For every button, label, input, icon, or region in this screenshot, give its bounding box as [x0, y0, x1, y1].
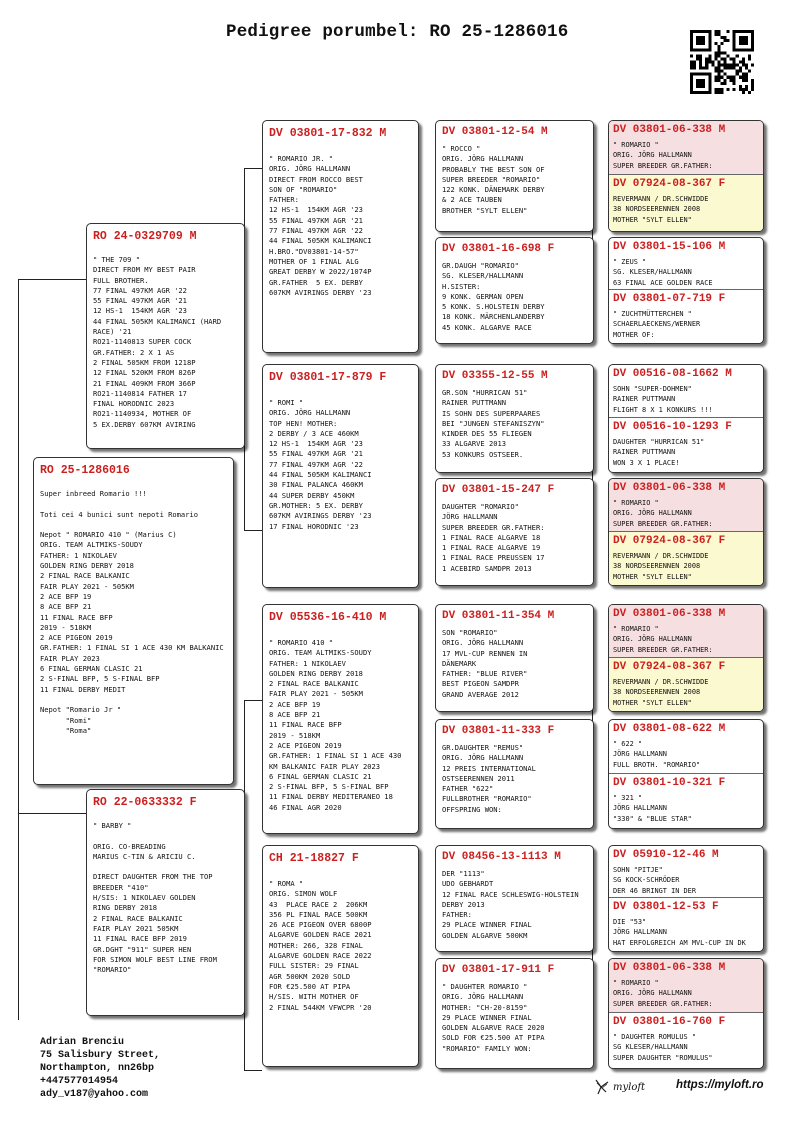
notes: " ROMARIO " ORIG. JÖRG HALLMANN SUPER BREEDER GR.FATHER: — [613, 141, 713, 170]
notes: " DAUGHTER ROMARIO " ORIG. JÖRG HALLMANN MOTHER: "CH-20-8159" 29 PLACE WINNER FINAL GOLDEN ALGARVE RACE 2020 SOLD FOR €25.500 AT PIPA "ROMARIO" FAMILY WON: — [442, 982, 545, 1053]
grandparent-ring-number: DV 05536-16-410 M — [269, 611, 387, 624]
great-grandparent-card[interactable] — [435, 958, 594, 1069]
contact-block — [40, 1036, 160, 1101]
great-great-grandparent-pair-card[interactable] — [608, 478, 764, 586]
connector-line — [244, 168, 262, 169]
grandparent-notes: " ROMARIO JR. " ORIG. JÖRG HALLMANN DIRECT FROM ROCCO BEST SON OF "ROMARIO" FATHER: 12 HS-1 154KM AGR '23 55 FINAL 497KM AGR '21 77 FINAL 497KM AGR '22 44 FINAL 505KM KALIMANCI H.BRO."DV03801-14-57" MOTHER OF 1 FINAL ALG GREAT DERBY W 2022/1074P GR.FATHER 5 EX. DERBY 607KM AVIRINGS DERBY '23 — [269, 154, 372, 297]
connector-line — [18, 813, 86, 814]
connector-line — [18, 279, 19, 1020]
qr-code[interactable] — [690, 30, 754, 94]
ring-number: DV 03801-16-698 F — [442, 243, 555, 255]
connector-line — [244, 700, 262, 701]
contact-name: Adrian Brenciu — [40, 1037, 125, 1048]
ring-number: DV 00516-08-1662 M — [613, 368, 732, 380]
ring-number: DV 08456-13-1113 M — [442, 851, 561, 863]
contact-email[interactable]: ady_v187@yahoo.com — [40, 1089, 149, 1100]
subject-notes: Super inbreed Romario !!! Toti cei 4 bunici sunt nepoti Romario Nepot " ROMARIO 410 " (Marius C) ORIG. TEAM ALTMIKS-SOUDY FATHER: 1 NIKOLAEV GOLDEN RING DERBY 2018 2 FINAL RACE BALKANIC FAIR PLAY 2021 - 505KM 2 ACE BFP 19 8 ACE BFP 21 11 FINAL RACE BFP 2019 - 518KM 2 ACE PIGEON 2019 GR.FATHER: 1 FINAL SI 1 ACE 430 KM BALKANIC FAIR PLAY 2023 6 FINAL GERMAN CLASIC 21 2 S-FINAL BFP, 5 S-FINAL BFP 11 FINAL DERBY MEDIT Nepot "Romario Jr " "Romi" "Roma" — [40, 489, 224, 735]
ring-number: DV 03801-06-338 M — [613, 124, 726, 136]
grandparent-ring-number: DV 03801-17-879 F — [269, 371, 387, 384]
subject-ring-number: RO 25-1286016 — [40, 464, 130, 477]
connector-line — [244, 530, 262, 531]
notes: SOHN "SUPER-DOHMEN" RAINER PUTTMANN FLIGHT 8 X 1 KONKURS !!! — [613, 385, 713, 414]
great-grandparent-card[interactable] — [435, 478, 594, 586]
page-title: Pedigree porumbel: RO 25-1286016 — [226, 22, 569, 42]
notes: DAUGHTER "ROMARIO" JÖRG HALLMANN SUPER BREEDER GR.FATHER: 1 FINAL RACE ALGARVE 18 1 FINAL RACE ALGARVE 19 1 FINAL RACE PREUSSEN 17 1 ACEBIRD SAMDPR 2013 — [442, 502, 545, 573]
ring-number: DV 03801-15-106 M — [613, 241, 726, 253]
great-great-grandparent-pair-card[interactable] — [608, 120, 764, 232]
notes: REVERMANN / DR.SCHWIDDE 38 NORDSEERENNEN 2008 MOTHER "SYLT ELLEN" — [613, 195, 709, 224]
ring-number: DV 03801-12-54 M — [442, 126, 548, 138]
ring-number: DV 03801-06-338 M — [613, 482, 726, 494]
ring-number: DV 03355-12-55 M — [442, 370, 548, 382]
great-grandparent-card[interactable] — [435, 719, 594, 829]
ring-number: DV 03801-16-760 F — [613, 1016, 726, 1028]
mother-notes: " BARBY " ORIG. CO-BREADING MARIUS C-TIN & ARICIU C. DIRECT DAUGHTER FROM THE TOP BREEDER "410" H/SIS: 1 NIKOLAEV GOLDEN RING DERBY 2018 2 FINAL RACE BALKANIC FAIR PLAY 2021 505KM 11 FINAL RACE BFP 2019 GR.DGHT "911" SUPER HEN FOR SIMON WOLF BEST LINE FROM "ROMARIO" — [93, 821, 217, 975]
contact-address-line: Northampton, nn26bp — [40, 1063, 155, 1074]
website-link[interactable]: https://myloft.ro — [676, 1079, 764, 1091]
notes: REVERMANN / DR.SCHWIDDE 38 NORDSEERENNEN 2008 MOTHER "SYLT ELLEN" — [613, 678, 709, 707]
grandparent-ring-number: CH 21-18827 F — [269, 852, 359, 865]
great-grandparent-card[interactable] — [435, 604, 594, 712]
notes: GR.SON "HURRICAN 51" RAINER PUTTMANN IS SOHN DES SUPERPAARES BEI "JUNGEN STEFANISZYN" KINDER DES 55 FLIEGEN 33 ALGARVE 2013 53 KONKURS OSTSEER. — [442, 388, 545, 459]
ring-number: DV 03801-06-338 M — [613, 608, 726, 620]
notes: " DAUGHTER ROMULUS " SG KLESER/HALLMANN SUPER DAUGHTER "ROMULUS" — [613, 1033, 713, 1062]
notes: DIE "53" JÖRG HALLMANN HAT ERFOLGREICH AM MVL-CUP IN DK — [613, 918, 746, 947]
notes: " 321 " JÖRG HALLMANN "330" & "BLUE STAR" — [613, 794, 692, 823]
notes: " ROMARIO " ORIG. JÖRG HALLMANN SUPER BREEDER GR.FATHER: — [613, 625, 713, 654]
mother-card[interactable] — [86, 789, 245, 1016]
ring-number: DV 03801-17-911 F — [442, 964, 555, 976]
connector-line — [244, 1070, 262, 1071]
grandsire-maternal-card[interactable] — [262, 604, 419, 834]
notes: " ROMARIO " ORIG. JÖRG HALLMANN SUPER BREEDER GR.FATHER: — [613, 499, 713, 528]
notes: " ZUCHTMÜTTERCHEN " SCHAERLAECKENS/WERNER MOTHER OF: — [613, 310, 701, 339]
notes: " ROMARIO " ORIG. JÖRG HALLMANN SUPER BREEDER GR.FATHER: — [613, 979, 713, 1008]
mother-ring-number: RO 22-0633332 F — [93, 796, 197, 809]
notes: DAUGHTER "HURRICAN 51" RAINER PUTTMANN WON 3 X 1 PLACE! — [613, 438, 705, 467]
ring-number: DV 03801-06-338 M — [613, 962, 726, 974]
father-ring-number: RO 24-0329709 M — [93, 230, 197, 243]
ring-number: DV 07924-08-367 F — [613, 178, 726, 190]
great-great-grandparent-pair-card[interactable] — [608, 237, 764, 344]
great-grandparent-card[interactable] — [435, 120, 594, 232]
grandsire-paternal-card[interactable] — [262, 120, 419, 353]
grandparent-notes: " ROMA " ORIG. SIMON WOLF 43 PLACE RACE 2 206KM 356 PL FINAL RACE 500KM 26 ACE PIGEON OVER 6800P ALGARVE GOLDEN RACE 2021 MOTHER: 266, 328 FINAL ALGARVE GOLDEN RACE 2022 FULL SISTER: 29 FINAL AGR 500KM 2020 SOLD FOR €25.500 AT PIPA H/SIS. WITH MOTHER OF 2 FINAL 544KM VFWCPR '20 — [269, 879, 372, 1012]
great-grandparent-card[interactable] — [435, 364, 594, 473]
great-great-grandparent-pair-card[interactable] — [608, 845, 764, 952]
ring-number: DV 03801-12-53 F — [613, 901, 719, 913]
notes: REVERMANN / DR.SCHWIDDE 38 NORDSEERENNEN 2008 MOTHER "SYLT ELLEN" — [613, 552, 709, 581]
ring-number: DV 03801-07-719 F — [613, 293, 726, 305]
great-great-grandparent-pair-card[interactable] — [608, 958, 764, 1069]
ring-number: DV 03801-11-354 M — [442, 610, 555, 622]
notes: GR.DAUGHTER "REMUS" ORIG. JÖRG HALLMANN 12 PREIS INTERNATIONAL OSTSEERENNEN 2011 FATHER "622" FULLBROTHER "ROMARIO" OFFSPRING WON: — [442, 743, 536, 814]
bird-icon — [594, 1078, 610, 1096]
ring-number: DV 03801-15-247 F — [442, 484, 555, 496]
notes: GR.DAUGH "ROMARIO" SG. KLESER/HALLMANN H.SISTER: 9 KONK. GERMAN OPEN 5 KONK. S.HOLSTEIN DERBY 18 KONK. MÄRCHENLANDERBY 45 KONK. ALGARVE RACE — [442, 261, 545, 332]
ring-number: DV 05910-12-46 M — [613, 849, 719, 861]
ring-number: DV 03801-11-333 F — [442, 725, 555, 737]
connector-line — [18, 279, 86, 280]
notes: SON "ROMARIO" ORIG. JÖRG HALLMANN 17 MVL-CUP RENNEN IN DÄNEMARK FATHER: "BLUE RIVER" BEST PIGEON SAMDPR GRAND AVERAGE 2012 — [442, 628, 528, 699]
notes: DER "1113" UDO GEBHARDT 12 FINAL RACE SCHLESWIG-HOLSTEIN DERBY 2013 FATHER: 29 PLACE WINNER FINAL GOLDEN ALGARVE 500KM — [442, 869, 579, 940]
ring-number: DV 07924-08-367 F — [613, 661, 726, 673]
myloft-logo — [594, 1078, 645, 1096]
great-grandparent-card[interactable] — [435, 845, 594, 952]
ring-number: DV 03801-08-622 M — [613, 723, 726, 735]
notes: " ROCCO " ORIG. JÖRG HALLMANN PROBABLY THE BEST SON OF SUPER BREEDER "ROMARIO" 122 KONK. DÄNEMARK DERBY & 2 ACE TAUBEN BROTHER "SYLT ELLEN" — [442, 144, 545, 215]
granddam-paternal-card[interactable] — [262, 364, 419, 588]
notes: SOHN "PITJE" SG KOCK-SCHRÖDER DER 46 BRINGT IN DER — [613, 866, 696, 895]
contact-address-line: 75 Salisbury Street, — [40, 1050, 161, 1061]
ring-number: DV 07924-08-367 F — [613, 535, 726, 547]
father-notes: " THE 709 " DIRECT FROM MY BEST PAIR FULL BROTHER. 77 FINAL 497KM AGR '22 55 FINAL 497KM AGR '21 12 HS-1 154KM AGR '23 44 FINAL 505KM KALIMANCI (HARD RACE) '21 RO21-1140813 SUPER COCK GR.FATHER: 2 X 1 AS 2 FINAL 505KM FROM 1218P 12 FINAL 520KM FROM 826P 21 FINAL 409KM FROM 366P RO21-1140814 FATHER 17 FINAL HORODNIC 2023 RO21-1140934, MOTHER OF 5 EX.DERBY 607KM AVIRING — [93, 255, 222, 429]
great-great-grandparent-pair-card[interactable] — [608, 719, 764, 829]
ring-number: DV 00516-10-1293 F — [613, 421, 732, 433]
grandparent-ring-number: DV 03801-17-832 M — [269, 127, 387, 140]
father-card[interactable] — [86, 223, 245, 449]
granddam-maternal-card[interactable] — [262, 845, 419, 1067]
notes: " 622 " JÖRG HALLMANN FULL BROTH. "ROMARIO" — [613, 740, 701, 769]
ring-number: DV 03801-10-321 F — [613, 777, 726, 789]
great-grandparent-card[interactable] — [435, 237, 594, 344]
grandparent-notes: " ROMI " ORIG. JÖRG HALLMANN TOP HEN! MOTHER: 2 DERBY / 3 ACE 460KM 12 HS-1 154KM AGR '23 55 FINAL 497KM AGR '21 77 FINAL 497KM AGR '22 44 FINAL 505KM KALIMANCI 30 FINAL PALANCA 460KM 44 SUPER DERBY 450KM GR.MOTHER: 5 EX. DERBY 607KM AVIRINGS DERBY '23 17 FINAL HORODNIC '23 — [269, 398, 372, 531]
notes: " ZEUS " SG. KLESER/HALLMANN 63 FINAL ACE GOLDEN RACE — [613, 258, 713, 287]
great-great-grandparent-pair-card[interactable] — [608, 604, 764, 712]
subject-card[interactable] — [33, 457, 234, 785]
great-great-grandparent-pair-card[interactable] — [608, 364, 764, 473]
logo-text: myloft — [613, 1081, 646, 1093]
grandparent-notes: " ROMARIO 410 " ORIG. TEAM ALTMIKS-SOUDY FATHER: 1 NIKOLAEV GOLDEN RING DERBY 2018 2 FINAL RACE BALKANIC FAIR PLAY 2021 - 505KM 2 ACE BFP 19 8 ACE BFP 21 11 FINAL RACE BFP 2019 - 518KM 2 ACE PIGEON 2019 GR.FATHER: 1 FINAL SI 1 ACE 430 KM BALKANIC FAIR PLAY 2023 6 FINAL GERMAN CLASIC 21 2 S-FINAL BFP, 5 S-FINAL BFP 11 FINAL DERBY MEDITERANEO 18 46 FINAL AGR 2020 — [269, 638, 402, 812]
contact-phone[interactable]: +447577014954 — [40, 1076, 119, 1087]
